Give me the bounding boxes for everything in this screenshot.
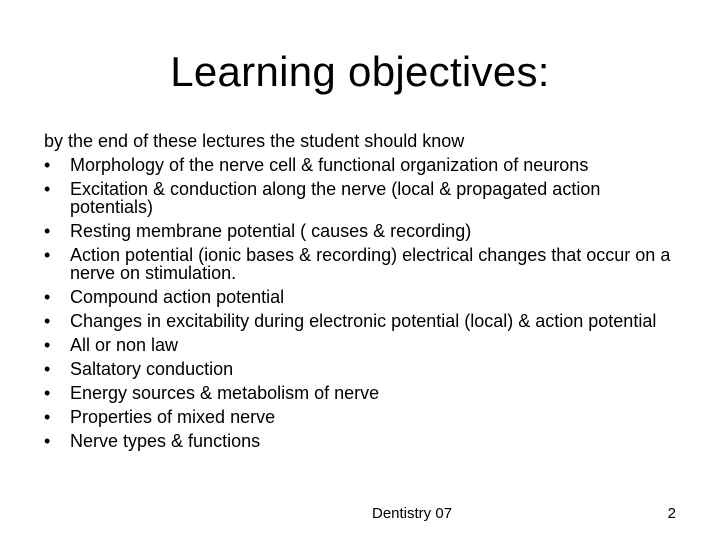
list-item-text: All or non law bbox=[70, 335, 179, 355]
list-item-text: Nerve types & functions bbox=[70, 431, 261, 451]
list-item bbox=[44, 309, 674, 333]
bullet-icon: • bbox=[44, 221, 51, 241]
bullet-icon: • bbox=[44, 311, 51, 331]
list-item bbox=[44, 429, 674, 453]
bullet-icon: • bbox=[44, 431, 51, 451]
list-item bbox=[44, 285, 674, 309]
bullet-icon: • bbox=[44, 359, 51, 379]
list-item bbox=[44, 219, 674, 243]
list-item bbox=[44, 177, 674, 219]
list-item-text: Saltatory conduction bbox=[70, 359, 234, 379]
list-item-text: Resting membrane potential ( causes & recording) bbox=[70, 221, 472, 241]
list-item-text: Compound action potential bbox=[70, 287, 285, 307]
list-item bbox=[44, 243, 674, 285]
list-item bbox=[44, 405, 674, 429]
list-item-text: Energy sources & metabolism of nerve bbox=[70, 383, 380, 403]
bullet-icon: • bbox=[44, 155, 51, 175]
list-item-text: Changes in excitability during electronic potential (local) & action potential bbox=[70, 311, 657, 331]
objectives-list bbox=[44, 153, 674, 453]
bullet-icon: • bbox=[44, 407, 51, 427]
footer-text: Dentistry 07 bbox=[372, 505, 453, 522]
slide-title: Learning objectives: bbox=[170, 48, 550, 95]
list-item-text: Morphology of the nerve cell & functional organization of neurons bbox=[70, 155, 589, 175]
page-number: 2 bbox=[667, 505, 676, 522]
bullet-icon: • bbox=[44, 245, 51, 265]
list-item bbox=[44, 153, 674, 177]
list-item-text: Action potential (ionic bases & recording) electrical changes that occur on a nerve on stimulation. bbox=[70, 245, 671, 283]
list-item-text: Excitation & conduction along the nerve (local & propagated action potentials) bbox=[70, 179, 601, 217]
bullet-icon: • bbox=[44, 383, 51, 403]
bullet-icon: • bbox=[44, 179, 51, 199]
bullet-icon: • bbox=[44, 287, 51, 307]
list-item bbox=[44, 357, 674, 381]
slide-body bbox=[44, 129, 674, 453]
list-item bbox=[44, 381, 674, 405]
list-item-text: Properties of mixed nerve bbox=[70, 407, 276, 427]
intro-text: by the end of these lectures the student should know bbox=[44, 131, 465, 151]
list-item bbox=[44, 333, 674, 357]
bullet-icon: • bbox=[44, 335, 51, 355]
